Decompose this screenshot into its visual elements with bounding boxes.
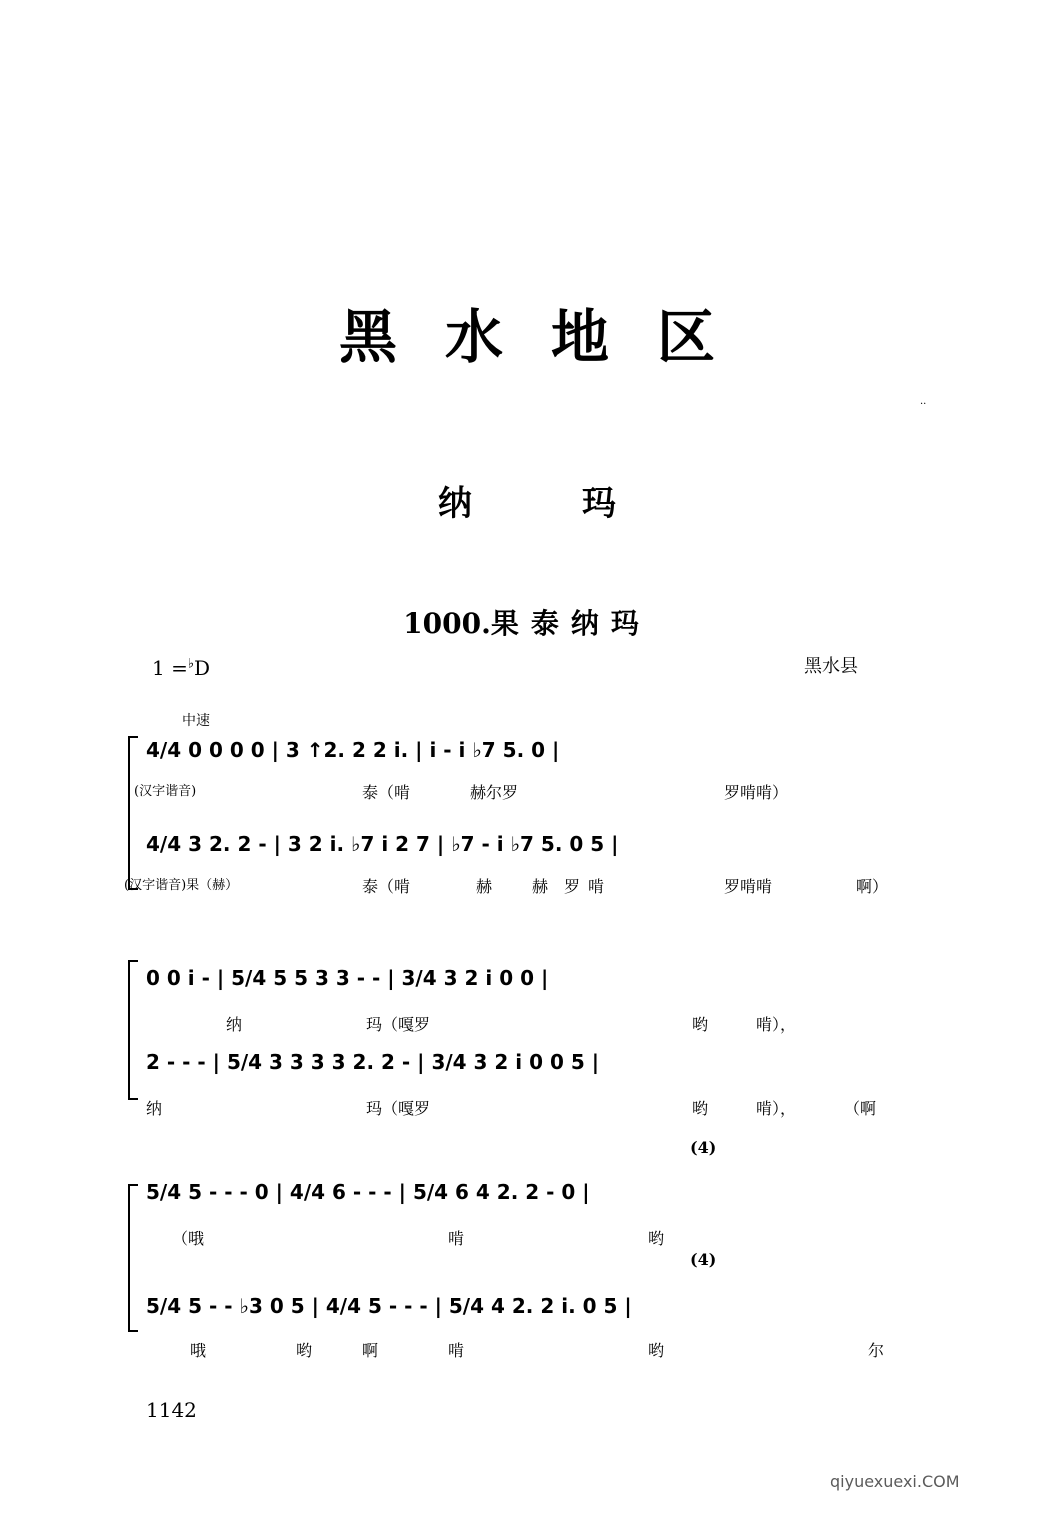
score-system-2	[128, 952, 908, 1132]
lower-voice-notes: 2 - - - | 5/4 3 3 3 3 2. 2 - | 3/4 3 2 i 0 0 5 |	[146, 1050, 600, 1074]
upper-voice-lyrics: 纳 玛（嘎罗 哟 啃），	[226, 1015, 797, 1034]
lower-voice-lyrics: (汉字谐音)果（赫） 泰（啃 赫 赫 罗 啃 罗啃啃 啊）	[124, 877, 889, 896]
system-brace	[128, 736, 138, 890]
upper-voice-notes: 4/4 0 0 0 0 | 3 ↑2. 2 2 i. | i - i ♭7 5. 0 |	[146, 738, 560, 762]
lower-grace-note: (4)	[690, 1250, 717, 1269]
flat-icon: ♭	[187, 656, 194, 672]
stray-mark: ..	[920, 396, 927, 407]
score-system-3	[128, 1138, 908, 1368]
upper-voice-lyrics: （哦 啃 哟	[172, 1229, 665, 1248]
lower-voice-lyrics: 哦 哟 啊 啃 哟 尔	[190, 1341, 885, 1360]
song-title-text: 果泰纳玛	[490, 607, 651, 640]
lower-voice-notes: 4/4 3 2. 2 - | 3 2 i. ♭7 i 2 7 | ♭7 - i ♭7 5. 0 5 |	[146, 832, 619, 856]
genre-title: 纳玛	[438, 484, 726, 524]
upper-voice-notes: 0 0 i - | 5/4 5 5 3 3 - - | 3/4 3 2 i 0 0 |	[146, 966, 549, 990]
song-number: 1000.	[403, 607, 491, 640]
page-number: 1142	[146, 1398, 197, 1422]
region-title: 黑水地区	[338, 303, 763, 371]
lower-voice-lyrics: 纳 玛（嘎罗 哟 啃）， （啊	[146, 1099, 877, 1118]
key-signature: 1 =♭D	[152, 656, 211, 680]
upper-voice-lyrics: (汉字谐音) 泰（啃 赫尔罗 罗啃啃）	[134, 783, 789, 802]
song-origin: 黑水县	[804, 656, 858, 677]
upper-grace-note: (4)	[690, 1138, 717, 1157]
tempo-marking: 中速	[182, 713, 210, 729]
watermark: qiyuexuexi.COM	[830, 1472, 960, 1491]
upper-voice-notes: 5/4 5 - - - 0 | 4/4 6 - - - | 5/4 6 4 2. 2 - 0 |	[146, 1180, 590, 1204]
song-title	[0, 602, 1054, 642]
lower-voice-notes: 5/4 5 - - ♭3 0 5 | 4/4 5 - - - | 5/4 4 2. 2 i. 0 5 |	[146, 1294, 632, 1318]
score-system-1	[124, 720, 908, 910]
